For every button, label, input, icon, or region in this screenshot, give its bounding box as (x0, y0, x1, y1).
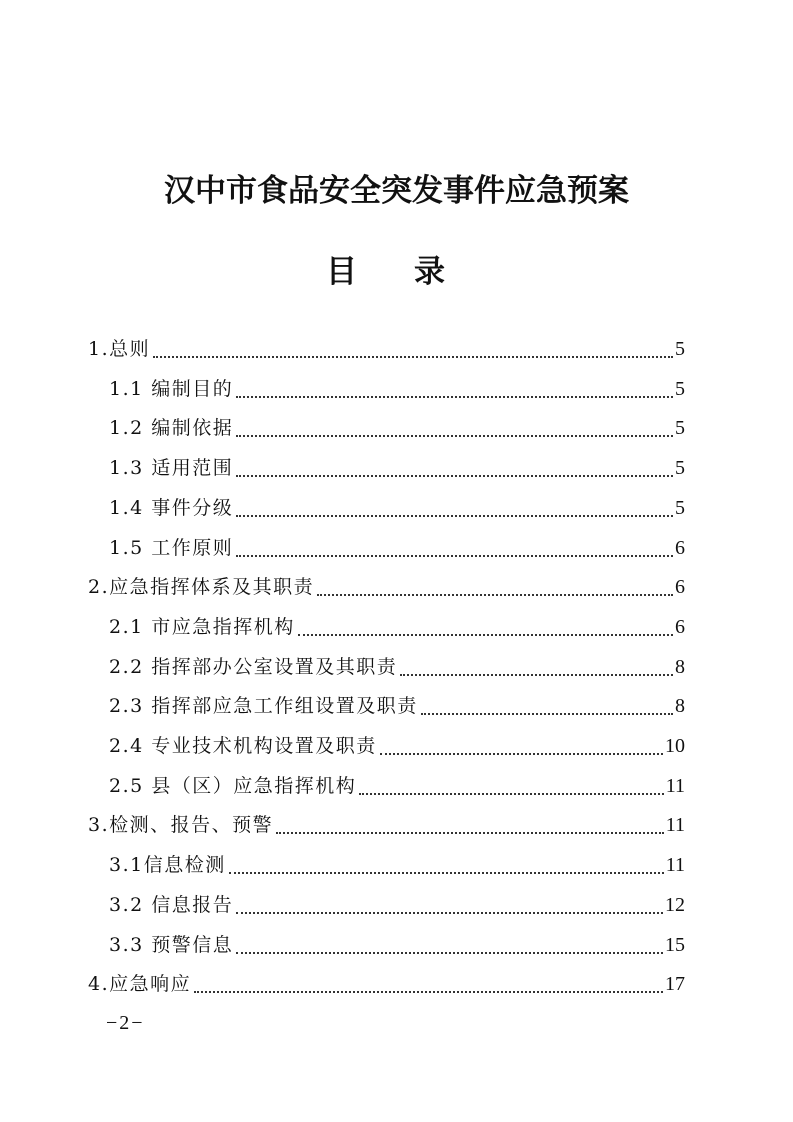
toc-dot-leader (236, 435, 673, 437)
toc-entry-label: 1.2 编制依据 (109, 417, 234, 440)
toc-dot-leader (380, 753, 663, 755)
toc-entry-label: 2.应急指挥体系及其职责 (88, 576, 315, 599)
toc-entry-label: 2.3 指挥部应急工作组设置及职责 (109, 695, 418, 718)
toc-entry-page: 6 (675, 615, 685, 638)
toc-dot-leader (194, 991, 663, 993)
toc-entry[interactable] (88, 969, 685, 999)
toc-entry[interactable] (109, 771, 685, 801)
toc-entry[interactable] (109, 612, 685, 642)
toc-entry-page: 6 (675, 576, 685, 599)
toc-entry-label: 1.3 适用范围 (109, 457, 234, 480)
toc-dot-leader (421, 713, 673, 715)
toc-entry-label: 3.检测、报告、预警 (88, 814, 274, 837)
toc-entry-page: 15 (665, 933, 685, 956)
toc-heading-char-1: 目 (326, 254, 357, 290)
toc-entry-page: 11 (665, 774, 685, 797)
toc-dot-leader (236, 396, 673, 398)
toc-entry-page: 6 (675, 536, 685, 559)
document-title: 汉中市食品安全突发事件应急预案 (164, 173, 629, 209)
toc-entry-label: 2.2 指挥部办公室设置及其职责 (109, 655, 398, 678)
toc-dot-leader (276, 832, 664, 834)
toc-entry-label: 2.1 市应急指挥机构 (109, 615, 295, 638)
toc-entry-page: 8 (675, 655, 685, 678)
toc-entry[interactable] (109, 850, 685, 880)
toc-entry-page: 11 (665, 854, 685, 877)
toc-entry-page: 5 (675, 338, 685, 360)
toc-dot-leader (298, 634, 673, 636)
toc-entry-label: 3.1信息检测 (109, 854, 226, 877)
toc-entry[interactable] (109, 930, 685, 960)
toc-entry-page: 11 (665, 814, 685, 837)
toc-dot-leader (153, 356, 673, 358)
toc-dot-leader (236, 475, 673, 477)
toc-entry-label: 1.4 事件分级 (109, 496, 234, 519)
toc-entry[interactable] (109, 533, 685, 563)
toc-entry-page: 8 (675, 695, 685, 718)
toc-dot-leader (317, 594, 673, 596)
toc-entry-label: 2.5 县（区）应急指挥机构 (109, 774, 357, 797)
toc-entry[interactable] (109, 374, 685, 404)
toc-entry[interactable] (109, 453, 685, 483)
toc-heading (318, 246, 476, 290)
toc-entry-label: 4.应急响应 (88, 973, 192, 996)
toc-entry[interactable] (109, 493, 685, 523)
toc-entry[interactable] (109, 731, 685, 761)
toc-entry[interactable] (88, 572, 685, 602)
toc-entry[interactable] (88, 334, 685, 364)
toc-dot-leader (400, 674, 673, 676)
toc-entry-page: 5 (675, 496, 685, 519)
toc-entry-label: 2.4 专业技术机构设置及职责 (109, 735, 377, 757)
toc-entry-page: 10 (665, 735, 685, 757)
toc-dot-leader (236, 912, 663, 914)
toc-entry-page: 5 (675, 377, 685, 400)
toc-entry[interactable] (109, 652, 685, 682)
toc-entry-page: 5 (675, 457, 685, 480)
toc-entry-label: 1.总则 (88, 338, 151, 360)
toc-entry-page: 17 (665, 973, 685, 996)
toc-entry-page: 5 (675, 417, 685, 440)
toc-entry-page: 12 (665, 893, 685, 916)
toc-dot-leader (236, 555, 673, 557)
toc-entry[interactable] (109, 691, 685, 721)
page-number: −2− (106, 1012, 145, 1034)
toc-entry-label: 3.3 预警信息 (109, 933, 234, 956)
toc-entry-label: 3.2 信息报告 (109, 893, 234, 916)
toc-entry-label: 1.1 编制目的 (109, 377, 234, 400)
toc-dot-leader (229, 872, 664, 874)
toc-dot-leader (359, 793, 663, 795)
toc-heading-char-2: 录 (414, 254, 445, 290)
toc-entry-label: 1.5 工作原则 (109, 536, 234, 559)
toc-entry[interactable] (109, 413, 685, 443)
toc-entry[interactable] (109, 890, 685, 920)
toc-entry[interactable] (88, 810, 685, 840)
toc-dot-leader (236, 952, 663, 954)
toc-dot-leader (236, 515, 673, 517)
